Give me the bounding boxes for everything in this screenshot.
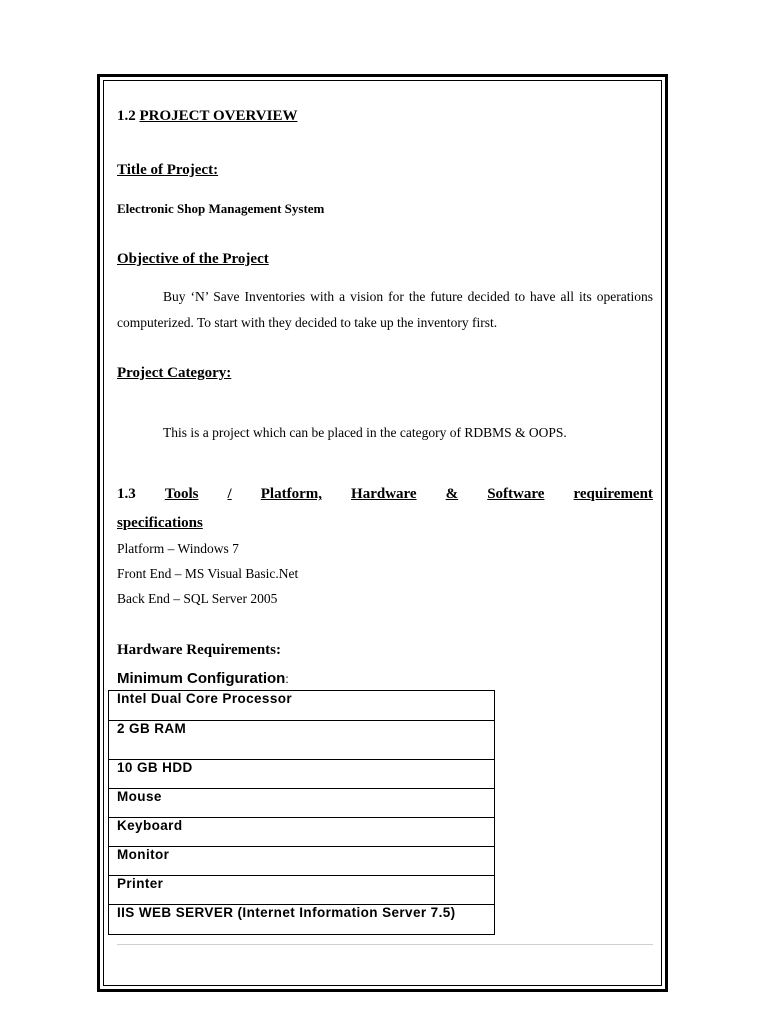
table-cell: Mouse (109, 789, 495, 818)
table-cell: IIS WEB SERVER (Internet Information Server 7.5) (109, 905, 495, 935)
project-title-value: Electronic Shop Management System (117, 201, 325, 216)
hardware-table (108, 690, 495, 935)
table-row (109, 691, 495, 721)
spec-front-end: Front End – MS Visual Basic.Net (117, 566, 299, 581)
section-heading-1-3 (117, 480, 653, 538)
spec-platform: Platform – Windows 7 (117, 541, 239, 556)
heading-word: Platform, (260, 486, 322, 502)
table-cell: Monitor (109, 847, 495, 876)
heading-word: & (445, 486, 459, 502)
table-row (109, 847, 495, 876)
table-row (109, 905, 495, 935)
spec-back-end: Back End – SQL Server 2005 (117, 591, 278, 606)
objective-paragraph: Buy ‘N’ Save Inventories with a vision for the future decided to have all its operations computerized. To start with they decided to take up the inventory first. (117, 289, 653, 330)
min-config-label: Minimum Configuration (117, 670, 286, 687)
table-cell: 2 GB RAM (109, 721, 495, 760)
table-row (109, 818, 495, 847)
project-category-label: Project Category: (117, 365, 232, 381)
objective-label: Objective of the Project (117, 251, 269, 267)
heading-word: Hardware (351, 486, 417, 502)
section-number: 1.3 (117, 486, 136, 502)
hardware-requirements-heading: Hardware Requirements: (117, 642, 282, 658)
heading-word: / (227, 486, 232, 502)
heading-word: Software (487, 486, 545, 502)
project-category-text: This is a project which can be placed in the category of RDBMS & OOPS. (163, 425, 567, 440)
section-title: PROJECT OVERVIEW (139, 108, 298, 124)
heading-word: Tools (164, 486, 199, 502)
table-cell: Intel Dual Core Processor (109, 691, 495, 721)
table-cell: Keyboard (109, 818, 495, 847)
section-number: 1.2 (117, 108, 136, 124)
table-cell: 10 GB HDD (109, 760, 495, 789)
section-heading-1-2 (117, 108, 297, 125)
heading-word: requirement (573, 486, 653, 502)
table-row (109, 876, 495, 905)
min-config-colon: : (285, 672, 289, 686)
table-row (109, 721, 495, 760)
minimum-configuration-heading (117, 670, 289, 687)
footer-divider (117, 944, 653, 945)
table-row (109, 789, 495, 818)
heading-line-2: specifications (117, 515, 203, 531)
table-row (109, 760, 495, 789)
table-cell: Printer (109, 876, 495, 905)
title-of-project-label: Title of Project: (117, 162, 219, 178)
